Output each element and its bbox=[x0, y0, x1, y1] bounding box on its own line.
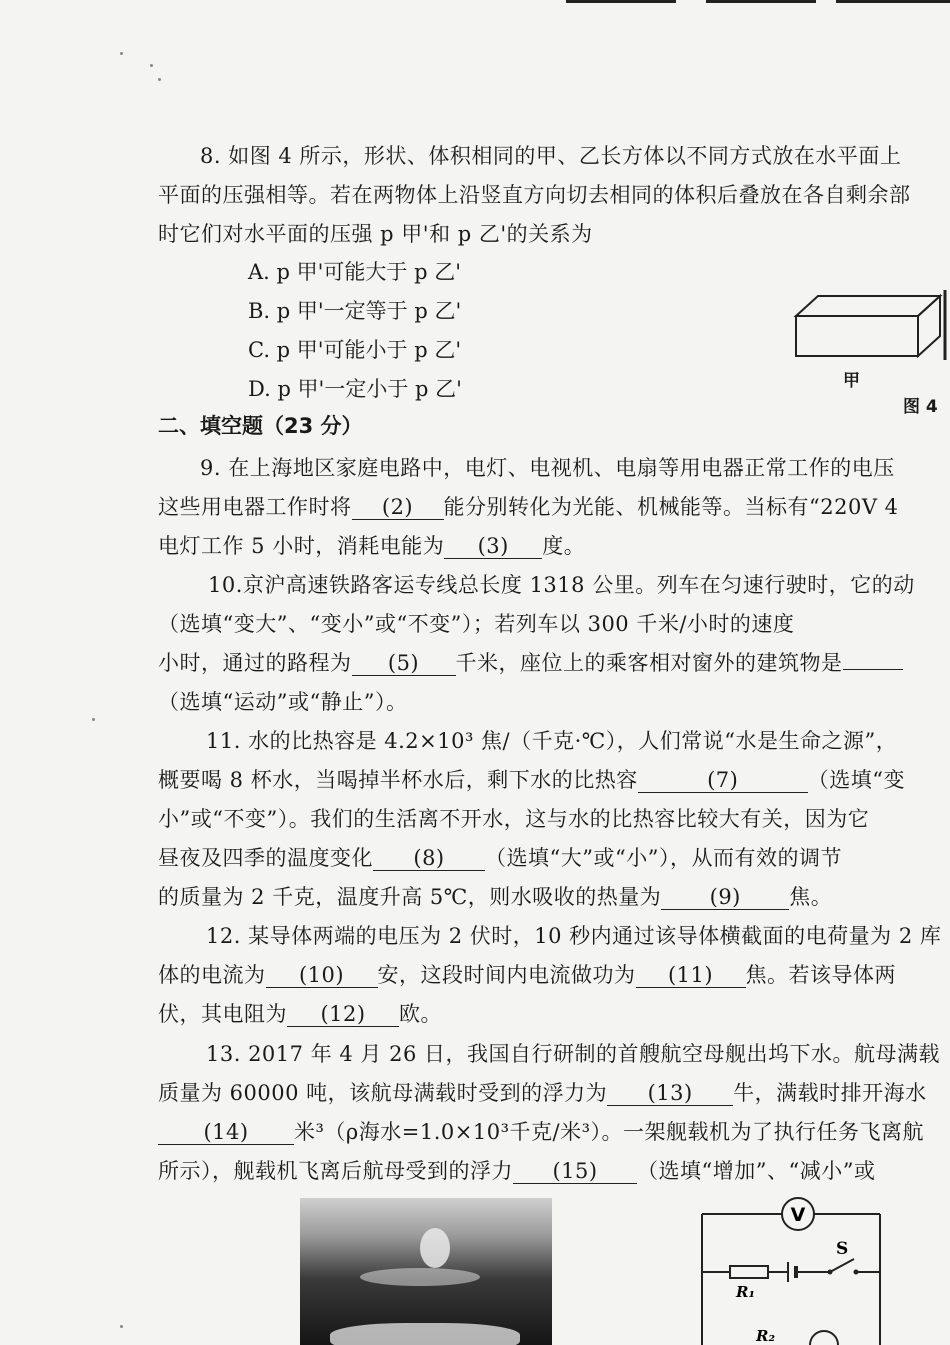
q13-line4-post: （选填“增加”、“减小”或 bbox=[637, 1159, 876, 1183]
q12-line2 bbox=[158, 961, 896, 989]
switch-label: S bbox=[836, 1239, 849, 1259]
q13-line2-post: 牛，满载时排开海水 bbox=[733, 1081, 927, 1105]
q12-line3 bbox=[158, 1000, 442, 1028]
q12-line3-post: 欧。 bbox=[399, 1002, 442, 1026]
q12-line1: 12. 某导体两端的电压为 2 伏时，10 秒内通过该导体横截面的电荷量为 2 库 bbox=[206, 924, 942, 948]
circuit-diagram bbox=[692, 1196, 892, 1345]
blank-2[interactable]: (2) bbox=[352, 495, 444, 520]
q12-line3-pre: 伏，其电阻为 bbox=[158, 1002, 287, 1026]
q9-line1: 9. 在上海地区家庭电路中，电灯、电视机、电扇等用电器正常工作的电压 bbox=[200, 456, 895, 480]
q13-line3-post: 米³（ρ海水=1.0×10³千克/米³）。一架舰载机为了执行任务飞离航 bbox=[294, 1120, 924, 1144]
blank-7[interactable]: (7) bbox=[638, 768, 808, 793]
q10-line4: （选填“运动”或“静止”）。 bbox=[158, 690, 408, 714]
blank-14[interactable]: (14) bbox=[158, 1120, 294, 1145]
scan-speck bbox=[120, 52, 123, 55]
q13-line4 bbox=[158, 1157, 875, 1185]
q9-line3-pre: 电灯工作 5 小时，消耗电能为 bbox=[158, 534, 445, 558]
scan-speck bbox=[158, 78, 161, 81]
blank-13[interactable]: (13) bbox=[607, 1081, 733, 1106]
scan-speck bbox=[92, 718, 95, 721]
q10-line3-pre: 小时，通过的路程为 bbox=[158, 651, 352, 675]
q9-line3 bbox=[158, 532, 585, 560]
blank-8[interactable]: (8) bbox=[373, 846, 485, 871]
blank-15[interactable]: (15) bbox=[513, 1159, 637, 1184]
q8-option-c: C. p 甲'可能小于 p 乙' bbox=[248, 338, 462, 362]
q10-line1: 10.京沪高速铁路客运专线总长度 1318 公里。列车在匀速行驶时，它的动 bbox=[208, 573, 915, 597]
q11-line3: 小”或“不变”）。我们的生活离不开水，这与水的比热容比较大有关，因为它 bbox=[158, 807, 870, 831]
q9-line2-post: 能分别转化为光能、机械能等。当标有“220V 4 bbox=[443, 495, 899, 519]
blank-6[interactable] bbox=[843, 669, 903, 670]
q11-line4 bbox=[158, 844, 842, 872]
photo-highlight bbox=[330, 1323, 520, 1345]
figure4-label-jia: 甲 bbox=[843, 371, 860, 391]
blank-10[interactable]: (10) bbox=[266, 963, 378, 988]
q8-option-d: D. p 甲'一定小于 p 乙' bbox=[248, 377, 462, 401]
scan-speck bbox=[150, 64, 153, 67]
q11-line5 bbox=[158, 883, 832, 911]
scan-speck bbox=[120, 1325, 123, 1328]
q9-line3-post: 度。 bbox=[542, 534, 586, 558]
blank-12[interactable]: (12) bbox=[287, 1002, 399, 1027]
q11-line4-post: （选填“大”或“小”），从而有效的调节 bbox=[485, 846, 842, 870]
q10-line3-post: 千米，座位上的乘客相对窗外的建筑物是 bbox=[455, 651, 843, 675]
blank-3[interactable]: (3) bbox=[444, 534, 542, 559]
q12-line2-mid: 安，这段时间内电流做功为 bbox=[377, 963, 636, 987]
top-rule bbox=[836, 0, 950, 3]
q11-line2 bbox=[158, 766, 905, 794]
figure4-box-diagram bbox=[790, 290, 950, 370]
carrier-photo bbox=[300, 1198, 552, 1345]
q13-line1: 13. 2017 年 4 月 26 日，我国自行研制的首艘航空母舰出坞下水。航母满载 bbox=[206, 1042, 940, 1066]
section2-title: 二、填空题（23 分） bbox=[158, 414, 363, 438]
q11-line5-pre: 的质量为 2 千克，温度升高 5℃，则水吸收的热量为 bbox=[158, 885, 662, 909]
q13-line3 bbox=[158, 1118, 924, 1146]
q8-line2: 平面的压强相等。若在两物体上沿竖直方向切去相同的体积后叠放在各自剩余部 bbox=[158, 183, 911, 207]
q11-line1: 11. 水的比热容是 4.2×10³ 焦/（千克·℃），人们常说“水是生命之源”， bbox=[206, 729, 898, 753]
top-rule bbox=[566, 0, 676, 3]
q13-line2 bbox=[158, 1079, 927, 1107]
q10-line3 bbox=[158, 649, 903, 677]
blank-9[interactable]: (9) bbox=[661, 885, 789, 910]
q9-line2 bbox=[158, 493, 899, 521]
meter-icon bbox=[810, 1331, 838, 1345]
q8-line3: 时它们对水平面的压强 p 甲'和 p 乙'的关系为 bbox=[158, 222, 593, 246]
q9-line2-pre: 这些用电器工作时将 bbox=[158, 495, 352, 519]
q11-line5-post: 焦。 bbox=[789, 885, 833, 909]
blank-11[interactable]: (11) bbox=[636, 963, 746, 988]
q8-option-a: A. p 甲'可能大于 p 乙' bbox=[248, 260, 461, 284]
figure4-caption: 图 4 bbox=[903, 397, 938, 417]
switch-icon bbox=[830, 1259, 854, 1272]
q11-line2-post: （选填“变 bbox=[807, 768, 905, 792]
q11-line2-pre: 概要喝 8 杯水，当喝掉半杯水后，剩下水的比热容 bbox=[158, 768, 638, 792]
r1-label: R₁ bbox=[736, 1283, 756, 1301]
q10-line2: （选填“变大”、“变小”或“不变”）；若列车以 300 千米/小时的速度 bbox=[158, 612, 795, 636]
q11-line4-pre: 昼夜及四季的温度变化 bbox=[158, 846, 373, 870]
photo-highlight bbox=[360, 1268, 480, 1286]
q8-line1: 8. 如图 4 所示，形状、体积相同的甲、乙长方体以不同方式放在水平面上 bbox=[200, 144, 902, 168]
q13-line4-pre: 所示），舰载机飞离后航母受到的浮力 bbox=[158, 1159, 513, 1183]
top-rule bbox=[706, 0, 816, 3]
q12-line2-post: 焦。若该导体两 bbox=[745, 963, 896, 987]
r2-label: R₂ bbox=[756, 1327, 776, 1345]
photo-highlight bbox=[420, 1228, 450, 1268]
q8-option-b: B. p 甲'一定等于 p 乙' bbox=[248, 299, 462, 323]
resistor-r1-icon bbox=[730, 1266, 768, 1278]
voltmeter-label: V bbox=[790, 1204, 806, 1226]
blank-5[interactable]: (5) bbox=[352, 651, 456, 676]
q12-line2-pre: 体的电流为 bbox=[158, 963, 266, 987]
q13-line2-pre: 质量为 60000 吨，该航母满载时受到的浮力为 bbox=[158, 1081, 608, 1105]
